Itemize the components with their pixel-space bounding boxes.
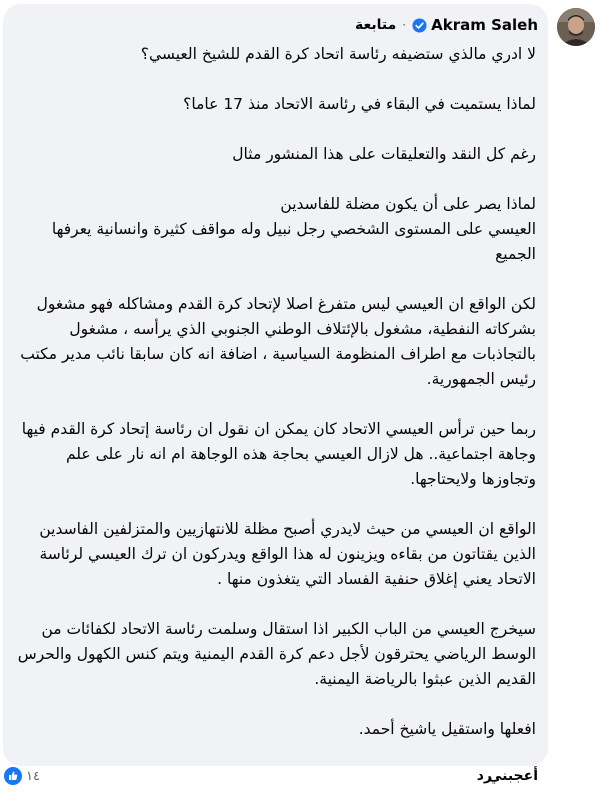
paragraph-line: لماذا يستميت في البقاء في رئاسة الاتحاد منذ 17 عاما؟ [183, 95, 536, 113]
reactions-summary[interactable] [4, 765, 40, 787]
paragraph-5 [8, 292, 536, 392]
paragraph-7 [8, 517, 536, 592]
paragraph-line: افعلها واستقيل ياشيخ أحمد. [358, 720, 536, 738]
paragraph-line: الواقع ان العيسي من حيث لايدري أصبح مظلة للانتهازيين والمتزلفين الفاسدين الذين يقتاتون من بقاءه ويزينون له هذا الواقع ويدركون ان ترك العيسي لرئاسة الاتحاد يعني إغلاق حنفية الفساد التي يتغذون منها . [39, 520, 536, 588]
like-button[interactable]: أعجبني [487, 768, 538, 784]
comment-bubble [3, 4, 548, 766]
comment-text [8, 42, 536, 767]
paragraph-9 [8, 717, 536, 742]
comment-header [355, 15, 538, 35]
paragraph-line: لماذا يصر على أن يكون مضلة للفاسدين [280, 195, 536, 213]
paragraph-8 [8, 617, 536, 692]
paragraph-line: ربما حين ترأس العيسي الاتحاد كان يمكن ان نقول ان رئاسة إتحاد كرة القدم فيها وجاهة اجتماعية.. هل لازال العيسي بحاجة هذه الوجاهة ام انه نار على علم وتجاوزها ولايحتاجها. [21, 420, 536, 488]
thumbs-up-icon [4, 767, 22, 785]
verified-badge-icon [412, 18, 427, 33]
avatar[interactable] [557, 8, 595, 46]
paragraph-line: سيخرج العيسي من الباب الكبير اذا استقال وسلمت رئاسة الاتحاد لكفائات من الوسط الرياضي يحترقون لأجل دعم كرة القدم اليمنية ويتم كنس الكهول والحرس القديم الذين عبثوا بالرياضة اليمنية. [17, 620, 536, 688]
paragraph-line: لكن الواقع ان العيسي ليس متفرغ اصلا لإتحاد كرة القدم ومشاكله فهو مشغول بشركاته النفطية، مشغول بالإئتلاف الوطني الجنوبي الذي يرأسه ، مشغول بالتجاذبات مع اطراف المنظومة السياسية ، اضافة انه كان سابقا نائب مدير مكتب رئيس الجمهورية. [20, 295, 536, 388]
paragraph-4 [8, 192, 536, 267]
paragraph-line: رغم كل النقد والتعليقات على هذا المنشور مثال [232, 145, 536, 163]
reaction-count: ١٤ [26, 768, 40, 784]
comment-actions [0, 765, 600, 795]
avatar-image [557, 8, 595, 46]
paragraph-line: العيسي على المستوى الشخصي رجل نبيل وله مواقف كثيرة وانسانية يعرفها الجميع [51, 220, 536, 263]
author-name[interactable]: Akram Saleh [431, 16, 538, 34]
paragraph-3 [8, 142, 536, 167]
paragraph-2 [8, 92, 536, 117]
reply-button[interactable]: رد [476, 768, 492, 784]
paragraph-1 [8, 42, 536, 67]
paragraph-line: لا ادري مالذي ستضيفه رئاسة اتحاد كرة القدم للشيخ العيسي؟ [140, 45, 536, 63]
paragraph-6 [8, 417, 536, 492]
separator-dot: · [402, 18, 407, 32]
follow-button[interactable]: متابعة [355, 17, 397, 33]
